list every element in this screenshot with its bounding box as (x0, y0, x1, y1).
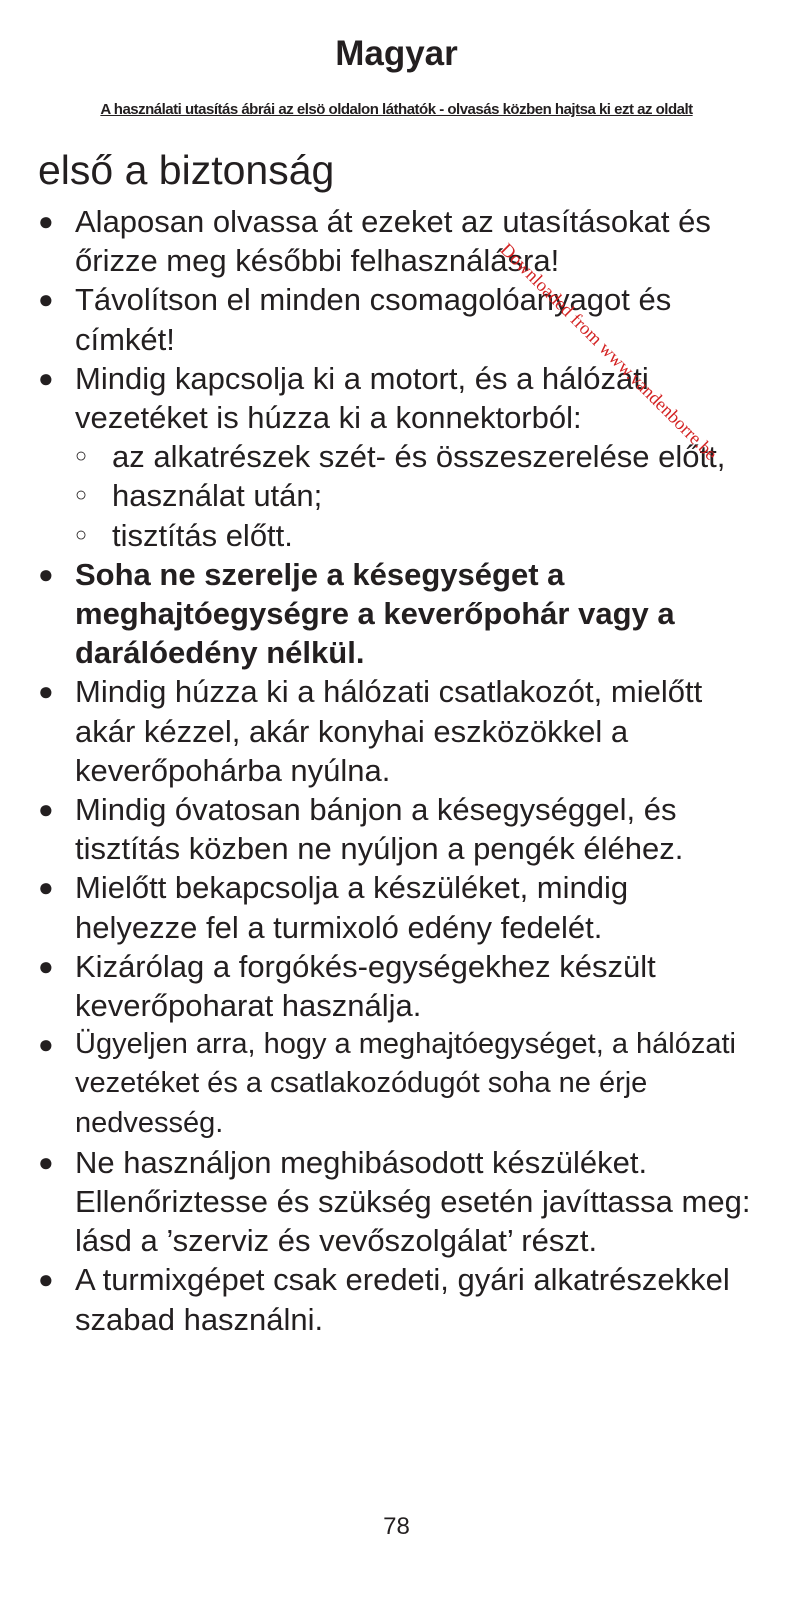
bullet-icon: ● (38, 284, 54, 315)
sub-list-item-text: tisztítás előtt. (112, 517, 293, 553)
bullet-icon: ● (38, 558, 54, 589)
sub-list-item-text: használat után; (112, 478, 323, 514)
list-item-text: Kizárólag a forgókés-egységekhez készült keverőpoharat használja. (75, 948, 656, 1024)
list-item-text: Távolítson el minden csomagolóanyagot és címkét! (75, 282, 672, 357)
list-item-text: Mindig húzza ki a hálózati csatlakozót, mielőtt akár kézzel, akár konyhai eszközökkel a keverőpohárba nyúlna. (75, 674, 703, 788)
download-watermark: Downloaded from www.vandenborre.be (495, 240, 721, 465)
list-item (0, 1260, 793, 1338)
list-item-text: Alaposan olvassa át ezeket az utasításokat és őrizze meg későbbi felhasználásra! (75, 204, 711, 279)
page-number: 78 (383, 1513, 410, 1540)
sub-list-item (75, 437, 753, 476)
list-item-warning (0, 555, 793, 673)
list-item (0, 947, 793, 1025)
list-item (0, 1025, 793, 1143)
list-item-text: Ne használjon meghibásodott készüléket. Ellenőriztesse és szükség esetén javíttassa meg: lásd a ’szerviz és vevőszolgálat’ részt. (75, 1144, 751, 1259)
sub-list-item (75, 476, 753, 515)
list-item (0, 672, 793, 790)
bullet-icon: ● (38, 794, 54, 825)
bullet-icon: ● (38, 1029, 54, 1060)
bullet-icon: ● (38, 676, 54, 707)
bullet-icon: ● (38, 950, 54, 981)
list-item (0, 1143, 793, 1261)
list-item (0, 359, 793, 555)
list-item-text: Ügyeljen arra, hogy a meghajtóegységet, a hálózati vezetéket és a csatlakozódugót soha ne érje nedvesség. (75, 1028, 736, 1139)
list-item-text: Mindig kapcsolja ki a motort, és a hálózati vezetéket is húzza ki a konnektorból: (75, 360, 649, 436)
list-item (0, 868, 793, 946)
page-title: Magyar (335, 34, 458, 73)
section-heading: első a biztonság (38, 147, 335, 193)
bullet-icon: ● (38, 362, 54, 393)
fold-out-note: A használati utasítás ábrái az elsö oldalon láthatók - olvasás közben hajtsa ki ezt az oldalt (100, 101, 693, 118)
list-item-text: Mielőtt bekapcsolja a készüléket, mindig helyezze fel a turmixoló edény fedelét. (75, 870, 629, 945)
list-item (0, 280, 793, 358)
circle-bullet-icon: ○ (75, 484, 88, 507)
circle-bullet-icon: ○ (75, 445, 88, 468)
list-item (0, 202, 793, 280)
bullet-icon: ● (38, 1146, 54, 1177)
safety-list (0, 202, 793, 1339)
bullet-icon: ● (38, 1264, 54, 1295)
sub-list-item (75, 516, 753, 555)
sub-list-item-text: az alkatrészek szét- és összeszerelése előtt, (112, 439, 726, 475)
bullet-icon: ● (38, 872, 54, 903)
list-item-text: Mindig óvatosan bánjon a késegységgel, és tisztítás közben ne nyúljon a pengék éléhez. (75, 792, 684, 867)
list-item (0, 790, 793, 868)
bullet-icon: ● (38, 206, 54, 236)
list-item-text: Soha ne szerelje a késegységet a meghajtóegységre a keverőpohár vagy a darálóedény nélkül. (75, 556, 675, 671)
circle-bullet-icon: ○ (75, 523, 88, 546)
list-item-text: A turmixgépet csak eredeti, gyári alkatrészekkel szabad használni. (75, 1262, 730, 1337)
